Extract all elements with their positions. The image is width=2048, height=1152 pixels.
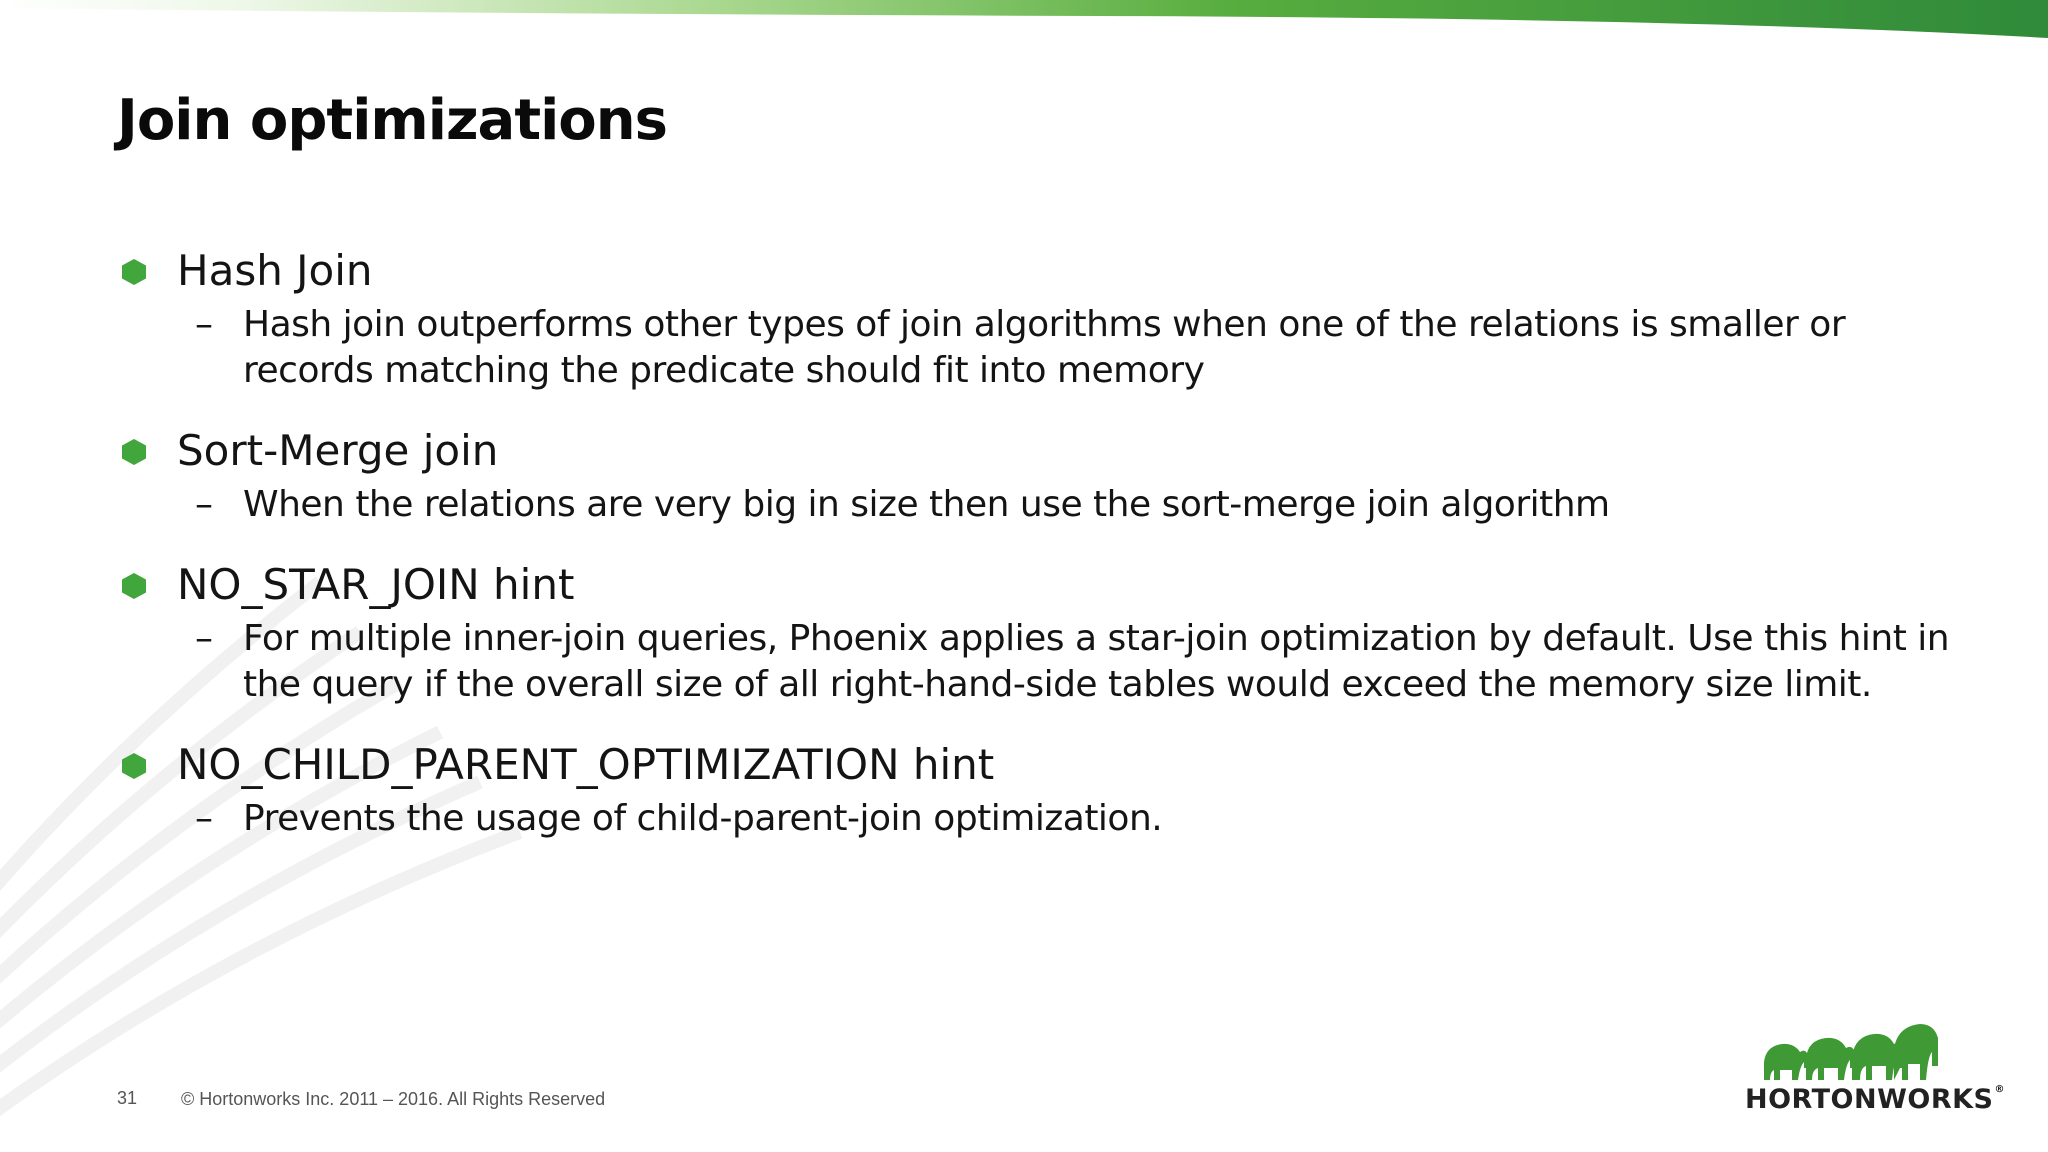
bullet-sort-merge-join [117,420,1967,528]
sub-bullet-text: Prevents the usage of child-parent-join optimization. [243,798,1163,839]
sub-bullet [117,482,1967,528]
top-accent-bar [0,0,2048,46]
hortonworks-logo [1740,1022,2005,1115]
bullet-heading: Sort-Merge join [177,426,499,475]
hexagon-bullet-icon [122,753,146,779]
bullet-no-star-join-hint [117,554,1967,708]
hexagon-bullet-icon [122,259,146,285]
logo-wordmark: HORTONWORKS® [1745,1084,2005,1115]
dash-marker: – [195,484,213,525]
bullet-hash-join [117,240,1967,394]
copyright-notice: © Hortonworks Inc. 2011 – 2016. All Rights Reserved [181,1089,606,1109]
dash-marker: – [195,618,213,659]
bullet-heading: Hash Join [177,246,373,295]
slide-title: Join optimizations [117,88,667,153]
hexagon-bullet-icon [122,439,146,465]
page-number: 31 [117,1088,138,1108]
dash-marker: – [195,304,213,345]
bullet-no-child-parent-optimization-hint [117,734,1967,842]
sub-bullet [117,302,1967,394]
bullet-heading: NO_STAR_JOIN hint [177,560,575,609]
sub-bullet [117,616,1967,708]
dash-marker: – [195,798,213,839]
hexagon-bullet-icon [122,573,146,599]
sub-bullet [117,796,1967,842]
bullet-list [117,240,1967,842]
bullet-heading: NO_CHILD_PARENT_OPTIMIZATION hint [177,740,995,789]
sub-bullet-text: For multiple inner-join queries, Phoenix applies a star-join optimization by default. Use this hint in the query if the overall size of all right-hand-side tables would exceed the memory size limit. [243,618,1950,705]
registered-mark: ® [1994,1084,2005,1095]
elephants-logo-icon [1760,1022,1940,1084]
sub-bullet-text: When the relations are very big in size then use the sort-merge join algorithm [243,484,1610,525]
sub-bullet-text: Hash join outperforms other types of join algorithms when one of the relations is smaller or records matching the predicate should fit into memory [243,304,1846,391]
